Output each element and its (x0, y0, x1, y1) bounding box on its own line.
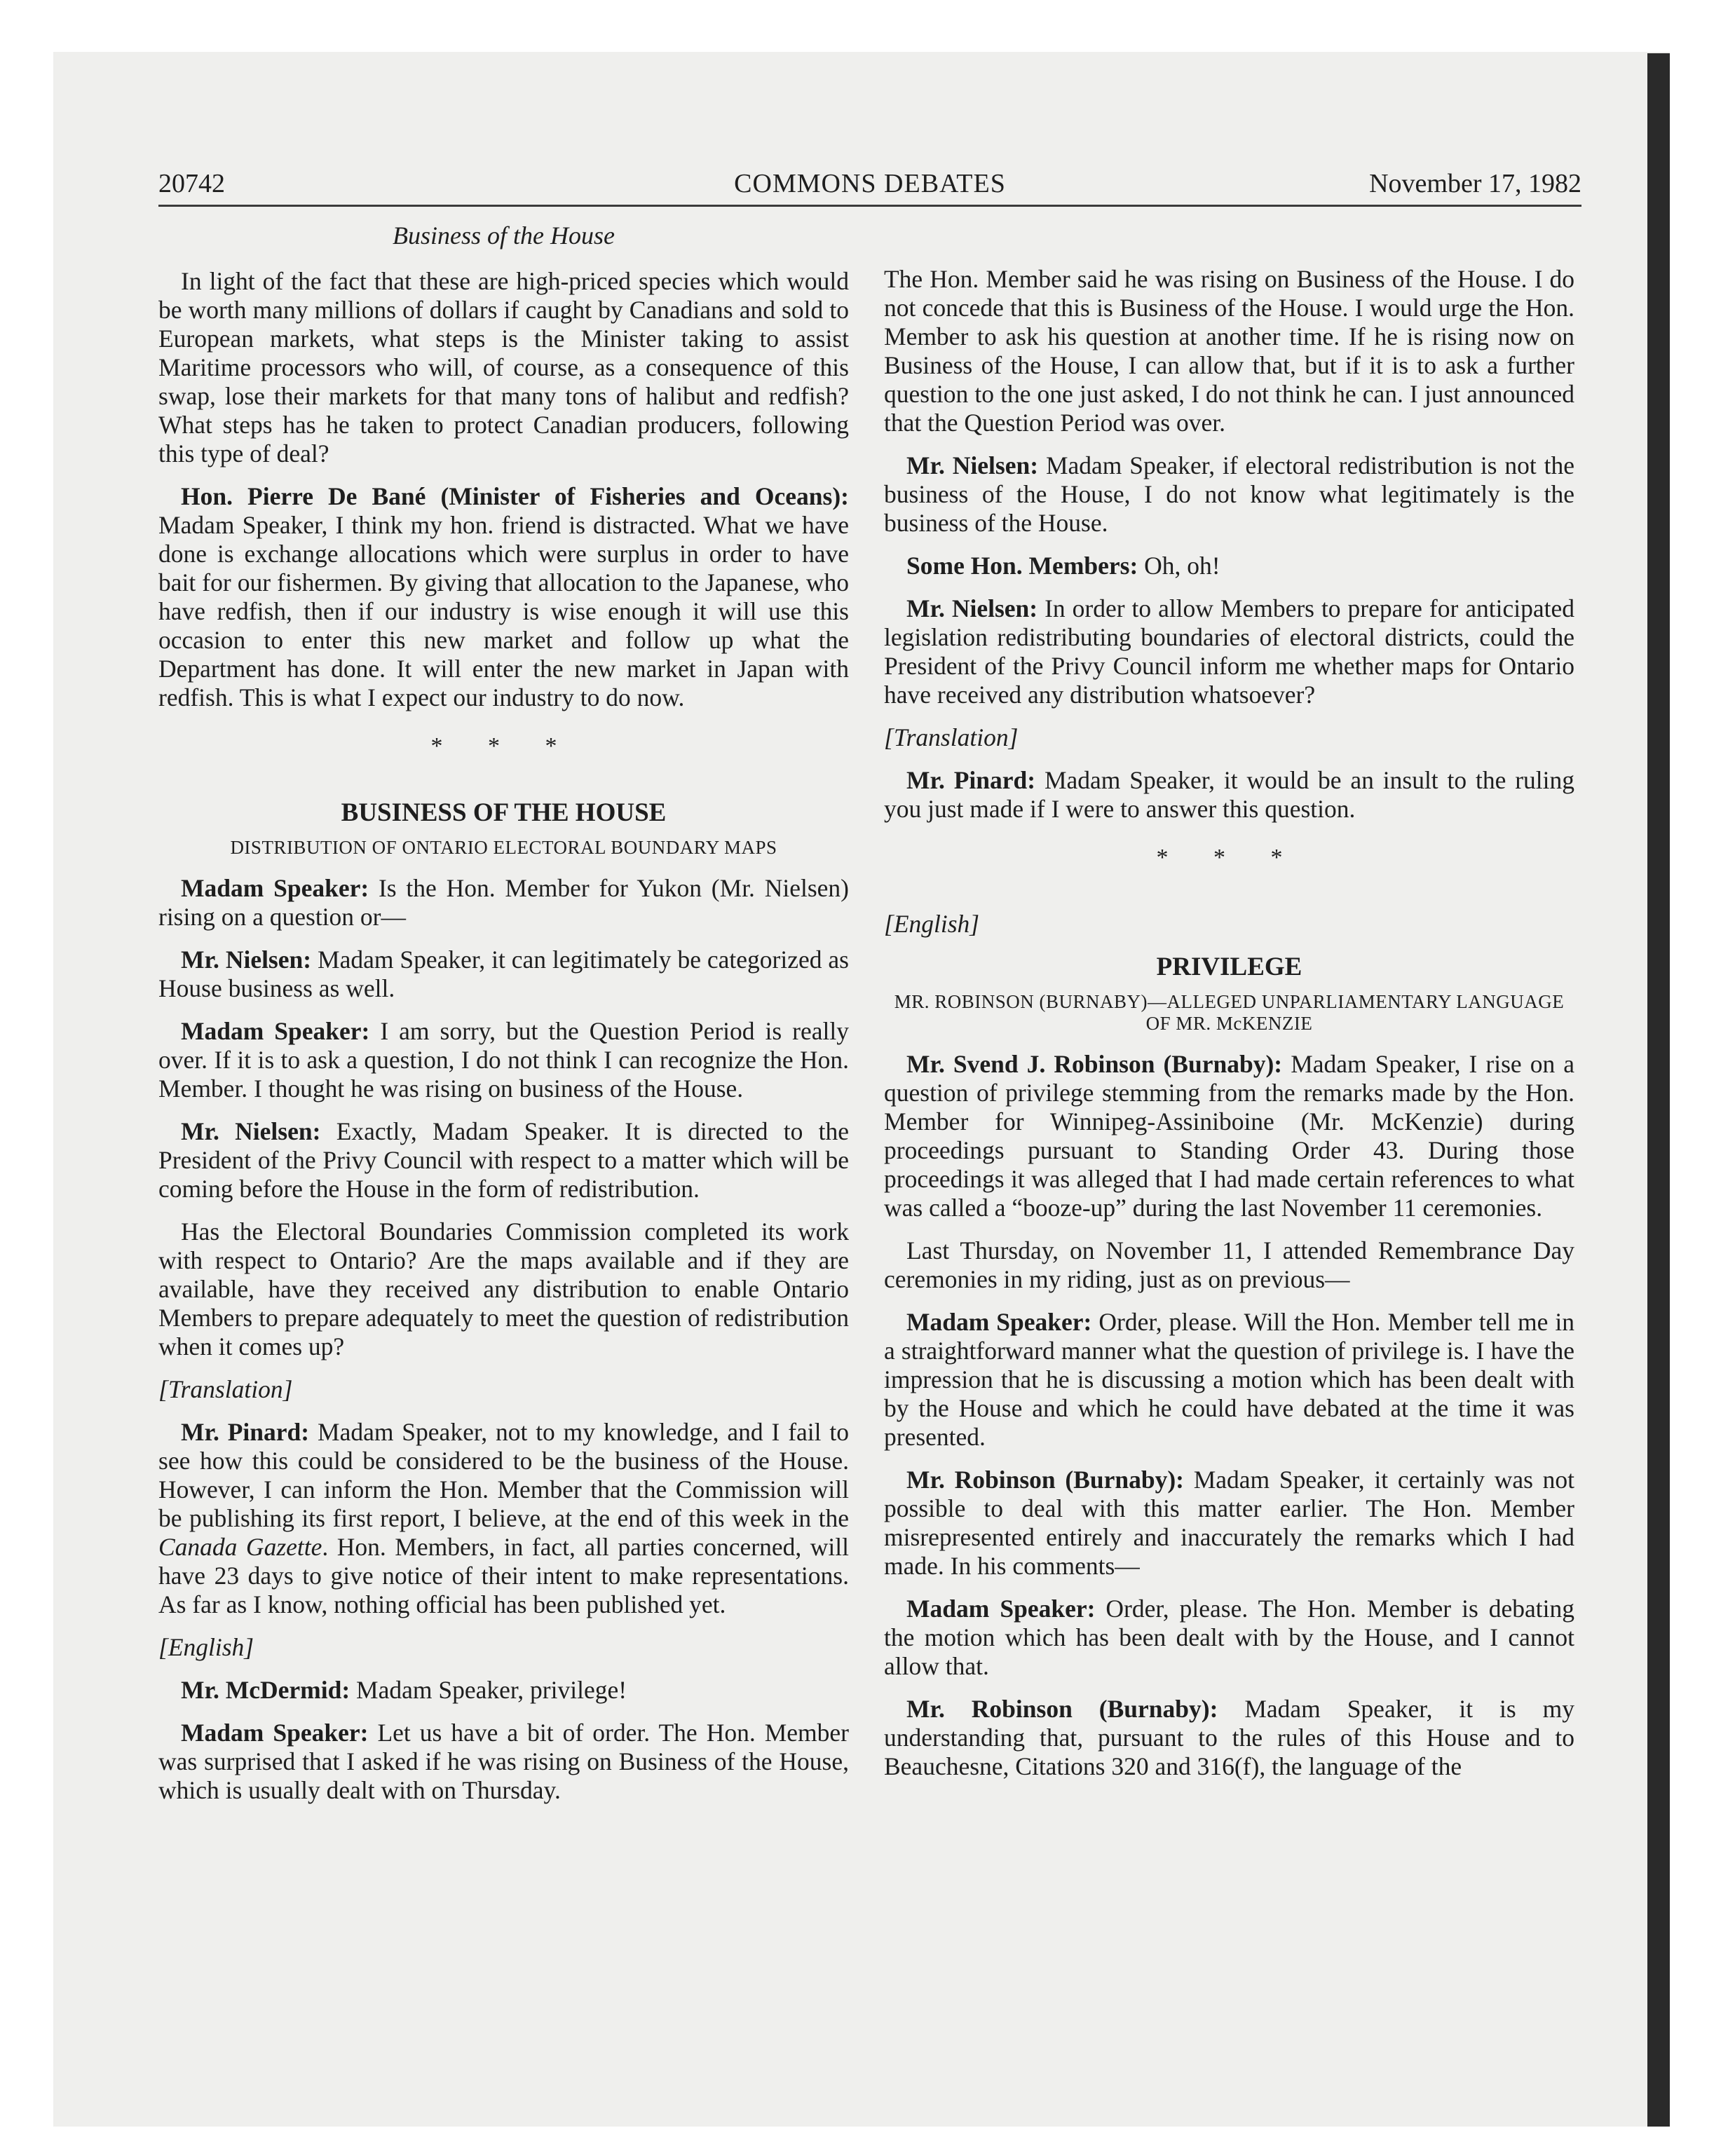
paragraph (884, 594, 1574, 709)
publication-name: Canada Gazette (158, 1533, 322, 1561)
paragraph (884, 1695, 1574, 1781)
speech-text: Order, please. Will the Hon. Member tell me in a straightforward manner what the question of privilege is. I have the impression that he is discussing a motion which has been dealt with by the House and which he could have debated at the time it was presented. (884, 1308, 1574, 1451)
speech-text: In order to allow Members to prepare for anticipated legislation redistributing boundaries of electoral districts, could the President of the Privy Council inform me whether maps for Ontario have received any distribution whatsoever? (884, 594, 1574, 709)
speaker-name: Some Hon. Members: (906, 552, 1138, 580)
language-marker: [Translation] (884, 723, 1019, 751)
speech-text: Is the Hon. Member for Yukon (Mr. Nielsen) rising on a question or— (158, 874, 849, 931)
right-column (884, 265, 1574, 1795)
section-subheading: MR. ROBINSON (BURNABY)—ALLEGED UNPARLIAMENTARY LANGUAGE OF MR. McKENZIE (894, 991, 1565, 1034)
paragraph (884, 1308, 1574, 1452)
speaker-name: Mr. Nielsen: (906, 594, 1038, 622)
paragraph (158, 946, 849, 1003)
scan-edge-shadow (1647, 53, 1670, 2127)
speaker-name: Madam Speaker: (906, 1308, 1092, 1336)
speaker-name: Mr. Nielsen: (181, 1117, 321, 1145)
section-separator: * * * (1156, 845, 1302, 871)
speaker-name: Mr. Robinson (Burnaby): (906, 1695, 1218, 1723)
page-number: 20742 (158, 169, 225, 198)
page-header (158, 163, 1581, 207)
section-heading: BUSINESS OF THE HOUSE (341, 798, 667, 827)
paragraph (884, 1595, 1574, 1681)
paragraph (158, 1418, 849, 1619)
speech-text: Madam Speaker, if electoral redistribution is not the business of the House, I do not know what legitimately is the business of the House. (884, 451, 1575, 537)
speech-text: Madam Speaker, it would be an insult to the ruling you just made if I were to answer this question. (884, 766, 1575, 823)
speaker-name: Mr. Pinard: (181, 1418, 310, 1446)
paragraph (158, 1676, 849, 1705)
speech-text: Madam Speaker, it is my understanding that, pursuant to the rules of this House and to Beauchesne, Citations 320 and 316(f), the language of the (884, 1695, 1575, 1780)
paragraph: Has the Electoral Boundaries Commission completed its work with respect to Ontario? Are the maps available and if they are available, have they received any distribution to enable Ontario Members to prepare adequately to meet the question of redistribution when it comes up? (158, 1217, 849, 1360)
paragraph (158, 1117, 849, 1203)
speaker-name: Madam Speaker: (181, 1719, 369, 1747)
speech-text: Madam Speaker, it can legitimately be categorized as House business as well. (158, 946, 849, 1002)
speaker-name: Mr. Svend J. Robinson (Burnaby): (906, 1050, 1283, 1078)
section-banner: Business of the House (393, 221, 615, 250)
speech-text: Madam Speaker, it certainly was not possible to deal with this matter earlier. The Hon. Member misrepresented entirely and inaccurately the remarks which I had made. In his comments— (884, 1466, 1575, 1580)
language-marker: [Translation] (158, 1375, 293, 1403)
issue-date: November 17, 1982 (1369, 169, 1581, 198)
speaker-name: Madam Speaker: (181, 874, 369, 902)
speaker-name: Mr. McDermid: (181, 1676, 351, 1704)
paragraph (884, 766, 1574, 824)
speech-text: Order, please. The Hon. Member is debating the motion which has been dealt with by the House, and I cannot allow that. (884, 1595, 1575, 1680)
paragraph (884, 1050, 1574, 1222)
language-marker: [English] (158, 1633, 254, 1661)
paragraph (158, 874, 849, 932)
section-separator: * * * (430, 733, 577, 759)
language-marker: [English] (884, 910, 980, 938)
speech-text: Madam Speaker, I think my hon. friend is distracted. What we have done is exchange allocations which were surplus in order to have bait for our fishermen. By giving that allocation to the Japanese, who have redfish, then if our industry is wise enough it will use this occasion to enter this new market and follow up what the Department has done. It will enter the new market in Japan with redfish. This is what I expect our industry to do now. (158, 511, 849, 711)
speech-text: . Hon. Members, in fact, all parties concerned, will have 23 days to give notice of their intent to make representations. As far as I know, nothing official has been published yet. (158, 1533, 849, 1618)
paragraph (158, 1719, 849, 1805)
speech-text: Madam Speaker, not to my knowledge, and I fail to see how this could be considered to be the business of the House. However, I can inform the Hon. Member that the Commission will be publishing its first report, I believe, at the end of this week in the (158, 1418, 850, 1532)
speech-text: Madam Speaker, privilege! (356, 1676, 627, 1704)
speech-text: Let us have a bit of order. The Hon. Member was surprised that I asked if he was rising on Business of the House, which is usually dealt with on Thursday. (158, 1719, 849, 1804)
speaker-name: Mr. Nielsen: (181, 946, 312, 974)
paragraph (884, 1466, 1574, 1581)
speaker-name: Madam Speaker: (906, 1595, 1096, 1623)
paragraph: Last Thursday, on November 11, I attended Remembrance Day ceremonies in my riding, just as on previous— (884, 1236, 1574, 1293)
left-column (158, 214, 849, 1819)
speaker-name: Mr. Nielsen: (906, 451, 1039, 479)
speech-text: I am sorry, but the Question Period is really over. If it is to ask a question, I do not think I can recognize the Hon. Member. I thought he was rising on business of the House. (158, 1017, 849, 1103)
speaker-name: Mr. Robinson (Burnaby): (906, 1466, 1184, 1494)
speaker-name: Hon. Pierre De Bané (Minister of Fisheries and Oceans): (181, 482, 849, 510)
paragraph (158, 482, 849, 712)
speaker-name: Madam Speaker: (181, 1017, 370, 1045)
speech-text: Madam Speaker, I rise on a question of privilege stemming from the remarks made by the Hon. Member for Winnipeg-Assiniboine (Mr. McKenzie) during proceedings pursuant to Standing Order 43. During those proceedings it was alleged that I had made certain references to what was called a “booze-up” during the last November 11 ceremonies. (884, 1050, 1575, 1222)
paragraph: The Hon. Member said he was rising on Business of the House. I do not concede that this is Business of the House. I would urge the Hon. Member to ask his question at another time. If he is rising now on Business of the House, I can allow that, but if it is to ask a further question to the one just asked, I do not think he can. I just announced that the Question Period was over. (884, 265, 1574, 437)
speech-text: Oh, oh! (1144, 552, 1220, 580)
paragraph (884, 552, 1574, 580)
paragraph: In light of the fact that these are high-priced species which would be worth many millions of dollars if caught by Canadians and sold to European markets, what steps is the Minister taking to assist Maritime processors who will, of course, as a consequence of this swap, lose their markets for that many tons of halibut and redfish? What steps has he taken to protect Canadian producers, following this type of deal? (158, 267, 849, 468)
paragraph (158, 1017, 849, 1103)
publication-title: COMMONS DEBATES (734, 169, 1006, 198)
paragraph (884, 451, 1574, 538)
speaker-name: Mr. Pinard: (906, 766, 1036, 794)
section-heading: PRIVILEGE (1156, 953, 1302, 981)
section-subheading: DISTRIBUTION OF ONTARIO ELECTORAL BOUNDARY MAPS (230, 837, 777, 858)
speech-text: Exactly, Madam Speaker. It is directed to the President of the Privy Council with respect to a matter which will be coming before the House in the form of redistribution. (158, 1117, 849, 1203)
